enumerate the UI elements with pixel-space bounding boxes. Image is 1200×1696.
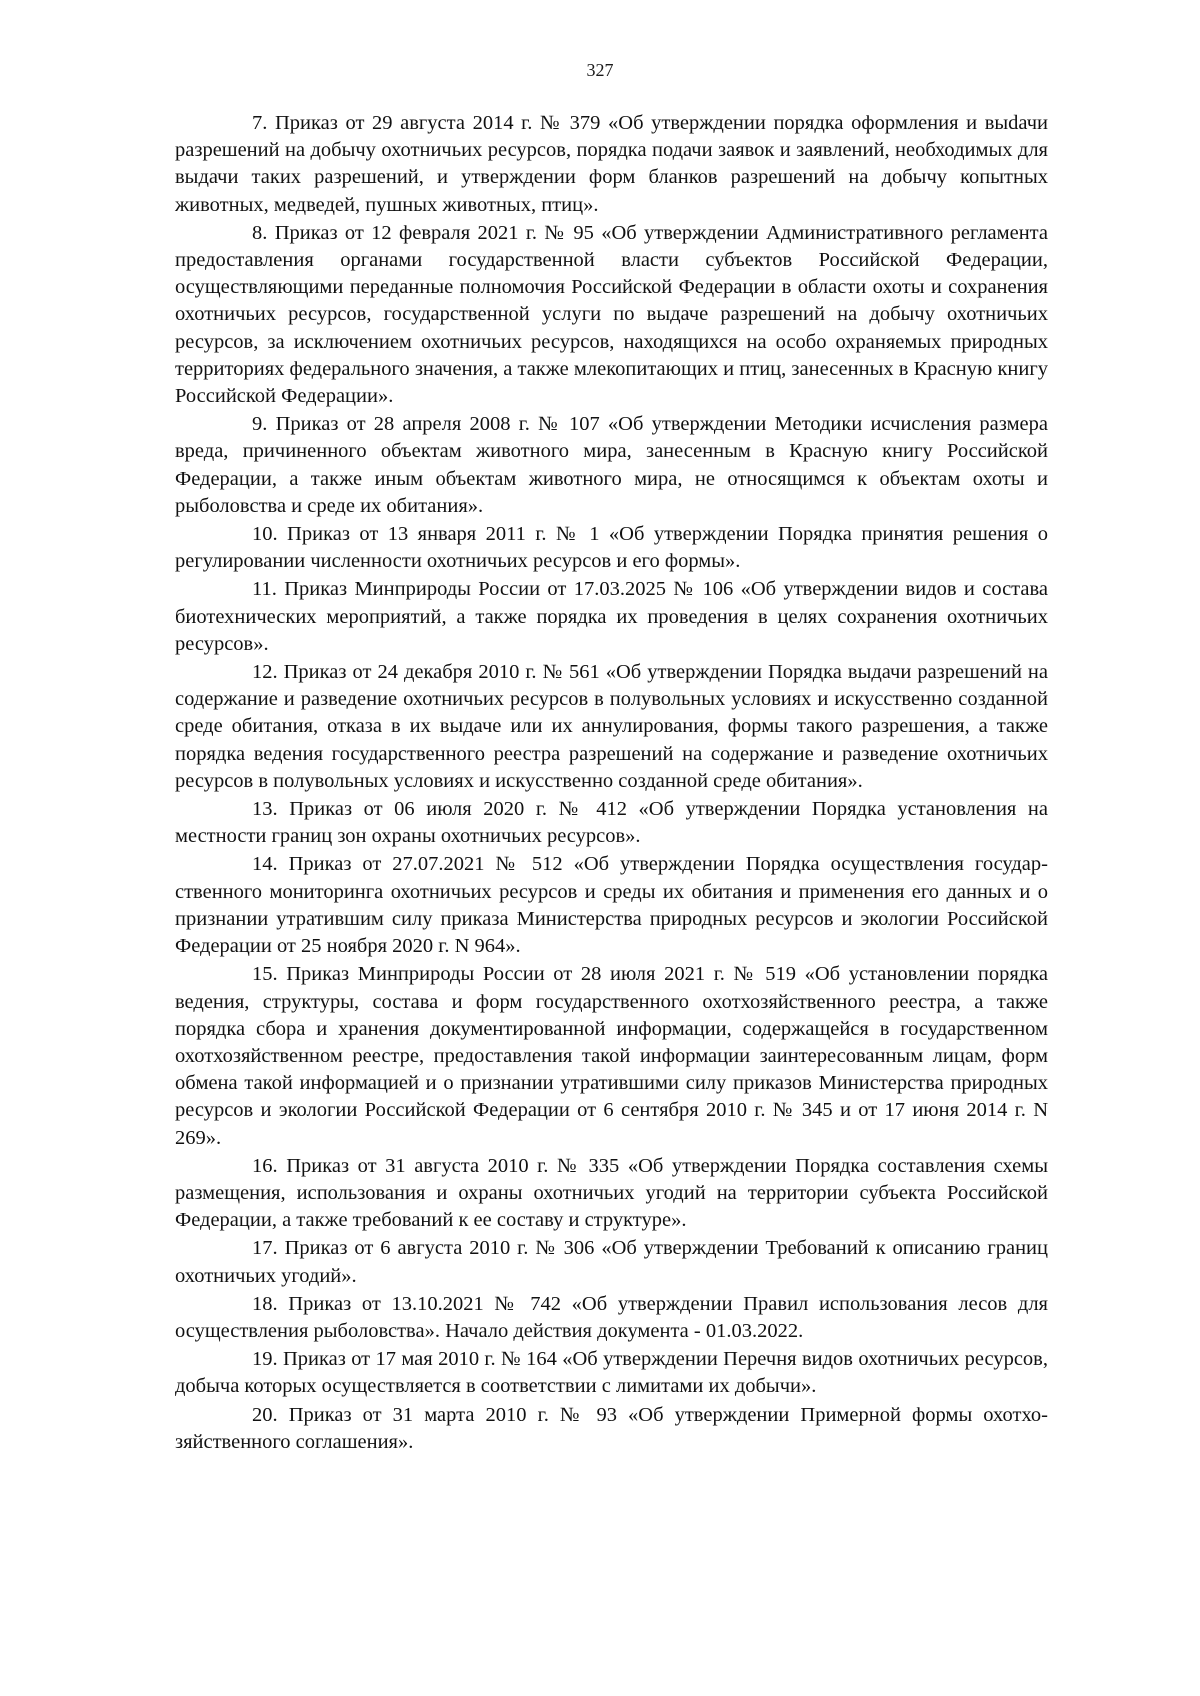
- list-item: 10. Приказ от 13 января 2011 г. № 1 «Об утверждении Порядка принятия решения о регулировании численности охотничьих ресурсов и его формы».: [175, 523, 1048, 573]
- list-item: 20. Приказ от 31 марта 2010 г. № 93 «Об утверждении Примерной формы охотхозяйственного соглашения».: [175, 1403, 1048, 1453]
- list-item: 16. Приказ от 31 августа 2010 г. № 335 «Об утверждении Порядка составления схемы размещения, использования и охраны охотничьих угодий на территории субъекта Российской Федерации, а также требований к ее составу и структуре».: [175, 1154, 1048, 1232]
- list-item: 13. Приказ от 06 июля 2020 г. № 412 «Об утверждении Порядка установления на местности границ зон охраны охотничьих ресурсов».: [175, 798, 1048, 848]
- list-item: 17. Приказ от 6 августа 2010 г. № 306 «Об утверждении Требований к описанию границ охотничьих угодий».: [175, 1237, 1048, 1287]
- list-item: 15. Приказ Минприроды России от 28 июля 2021 г. № 519 «Об установлении порядка ведения, структуры, состава и форм государственного охотхозяйственного реестра, а также порядка сбора и хранения документированной информации, содержащейся в государственном охотхозяйственном реестре, предоставления такой информации заинтересованным лицам, форм обмена такой информацией и о признании утратившими силу приказов Министерства природных ресурсов и экологии Российской Федерации от 6 сентября 2010 г. № 345 и от 17 июня 2014 г. N 269».: [175, 963, 1048, 1149]
- document-body: [175, 110, 1048, 1456]
- list-item: 14. Приказ от 27.07.2021 № 512 «Об утверждении Порядка осуществления государственного мониторинга охотничьих ресурсов и среды их обитания и применения его данных и о признании утратившим силу приказа Министерства природных ресурсов и экологии Российской Федерации от 25 ноября 2020 г. N 964».: [175, 853, 1048, 958]
- page-number: 327: [586, 60, 614, 80]
- list-item: 11. Приказ Минприроды России от 17.03.2025 № 106 «Об утверждении видов и состава биотехнических мероприятий, а также порядка их проведения в целях сохранения охотничьих ресурсов».: [175, 578, 1048, 655]
- list-item: 8. Приказ от 12 февраля 2021 г. № 95 «Об утверждении Административного регламента предоставления органами государственной власти субъектов Российской Федерации, осуществляющими переданные полномочия Российской Федерации в области охоты и сохранения охотничьих ресурсов, государственной услуги по выдаче разрешений на добычу охотничьих ресурсов, за исключением охотничьих ресурсов, находящихся на особо охраняемых природных территориях федерального значения, а также млекопитающих и птиц, занесенных в Красную книгу Российской Федерации».: [175, 221, 1048, 408]
- list-item: 9. Приказ от 28 апреля 2008 г. № 107 «Об утверждении Методики исчисления размера вреда, причиненного объектам животного мира, занесенным в Красную книгу Российской Федерации, а также иным объектам животного мира, не относящимся к объектам охоты и рыболовства и среде их обитания».: [175, 413, 1048, 517]
- list-item: 12. Приказ от 24 декабря 2010 г. № 561 «Об утверждении Порядка выдачи разрешений на содержание и разведение охотничьих ресурсов в полувольных условиях и искусственно созданной среде обитания, отказа в их выдаче или их аннулирования, формы такого разрешения, а также порядка ведения государственного реестра разрешений на содержание и разведение охотничьих ресурсов в полувольных условиях и искусственно созданной среде обитания».: [175, 661, 1048, 792]
- list-item: 19. Приказ от 17 мая 2010 г. № 164 «Об утверждении Перечня видов охотничьих ресурсов, добыча которых осуществляется в соответствии с лимитами их добычи».: [175, 1348, 1048, 1398]
- list-item: 18. Приказ от 13.10.2021 № 742 «Об утверждении Правил использования лесов для осуществления рыболовства». Начало действия документа - 01.03.2022.: [175, 1292, 1048, 1342]
- list-item: 7. Приказ от 29 августа 2014 г. № 379 «Об утверждении порядка оформления и выdачи разрешений на добычу охотничьих ресурсов, порядка подачи заявок и заявлений, необходимых для выдачи таких разрешений, и утверждении форм бланков разрешений на добычу копытных животных, медведей, пушных животных, птиц».: [175, 112, 1048, 216]
